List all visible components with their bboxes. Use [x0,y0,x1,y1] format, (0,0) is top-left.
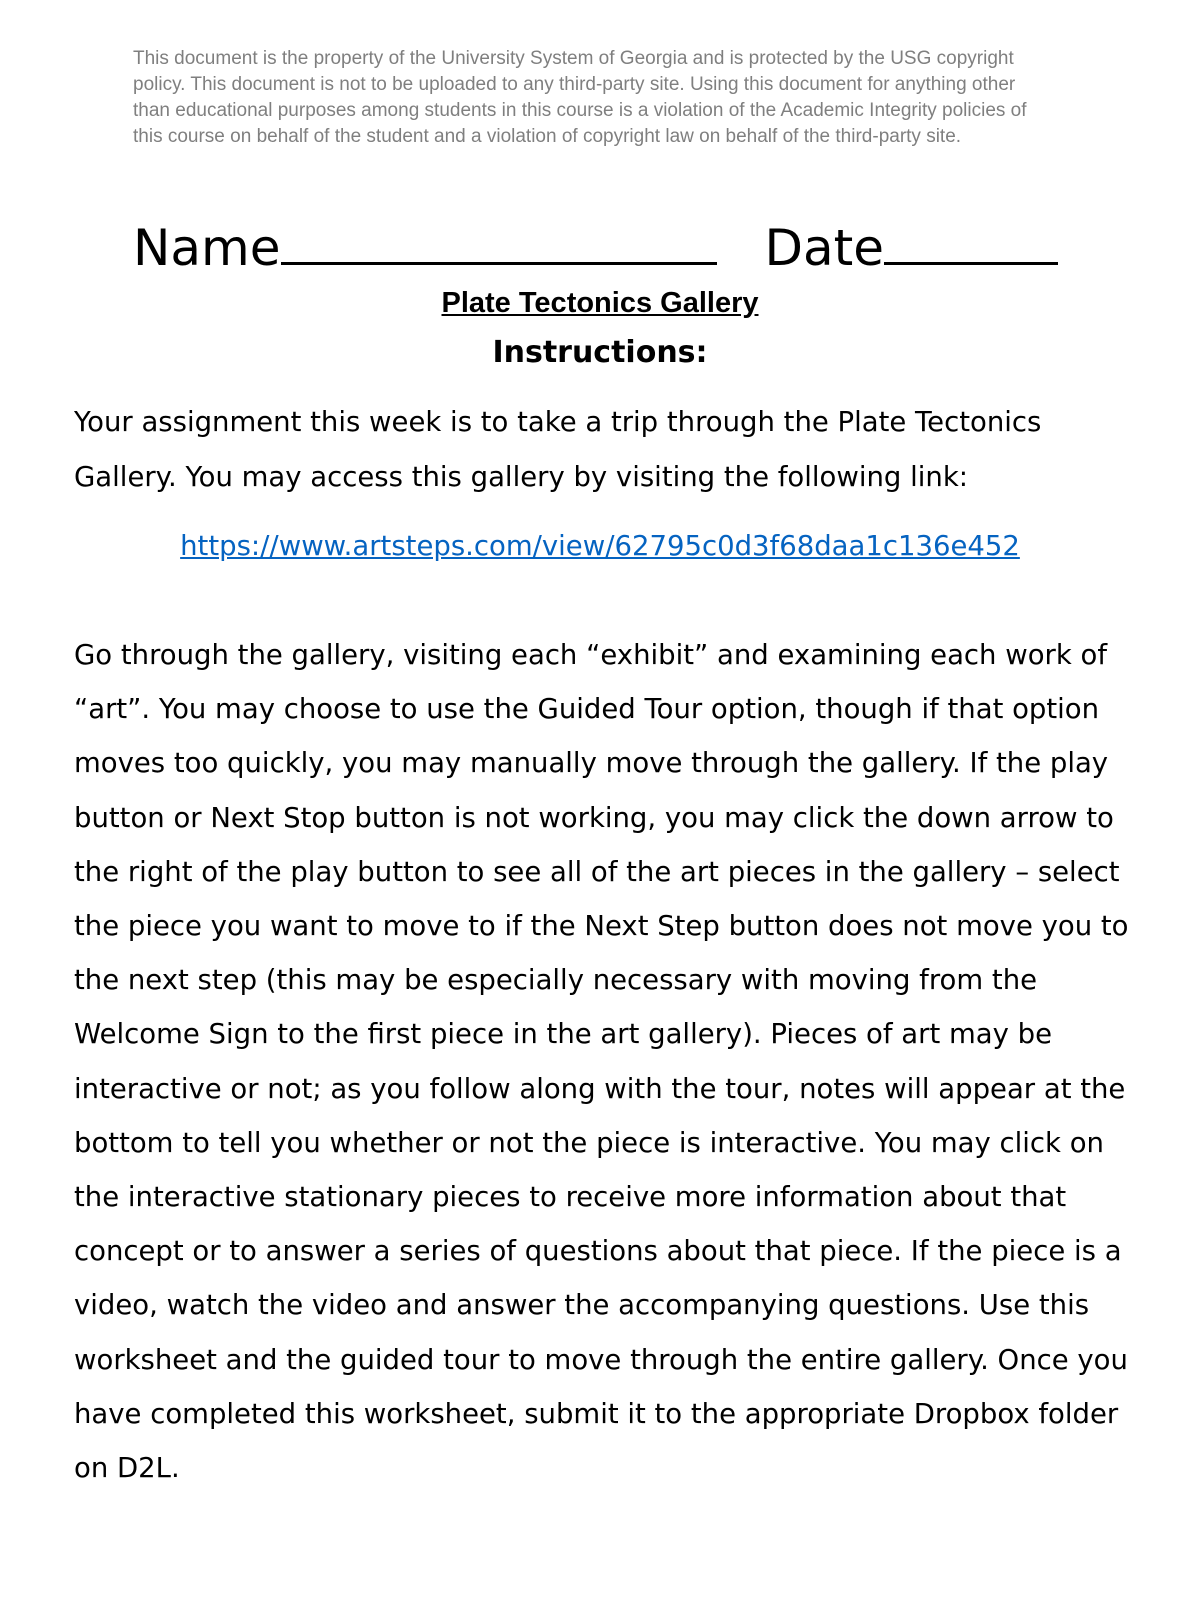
copyright-notice: This document is the property of the University System of Georgia and is protected by the USG copyright policy. This document is not to be uploaded to any third-party site. Using this document for anything other than educational purposes among students in this course is a violation of the Academic Integrity policies of this course on behalf of the student and a violation of copyright law on behalf of the third-party site. [133,48,1027,147]
document-title: Plate Tectonics Gallery [441,287,759,319]
name-blank-line[interactable] [281,218,717,265]
instructions-heading: Instructions: [492,335,708,370]
date-label: Date [764,219,885,277]
name-date-row [133,218,1133,278]
gallery-link[interactable]: https://www.artsteps.com/view/62795c0d3f68daa1c136e452 [180,530,1020,562]
instructions-paragraph: Go through the gallery, visiting each “exhibit” and examining each work of “art”. You may choose to use the Guided Tour option, though if that option moves too quickly, you may manually move through the gallery. If the play button or Next Stop button is not working, you may click the down arrow to the right of the play button to see all of the art pieces in the gallery – select the piece you want to move to if the Next Step button does not move you to the next step (this may be especially necessary with moving from the Welcome Sign to the first piece in the art gallery). Pieces of art may be interactive or not; as you follow along with the tour, notes will appear at the bottom to tell you whether or not the piece is interactive. You may click on the interactive stationary pieces to receive more information about that concept or to answer a series of questions about that piece. If the piece is a video, watch the video and answer the accompanying questions. Use this worksheet and the guided tour to move through the entire gallery. Once you have completed this worksheet, submit it to the appropriate Dropbox folder on D2L. [74,639,1129,1485]
date-blank-line[interactable] [884,218,1058,265]
intro-paragraph: Your assignment this week is to take a trip through the Plate Tectonics Gallery. You may access this gallery by visiting the following link: [74,406,1042,493]
name-label: Name [133,219,281,277]
